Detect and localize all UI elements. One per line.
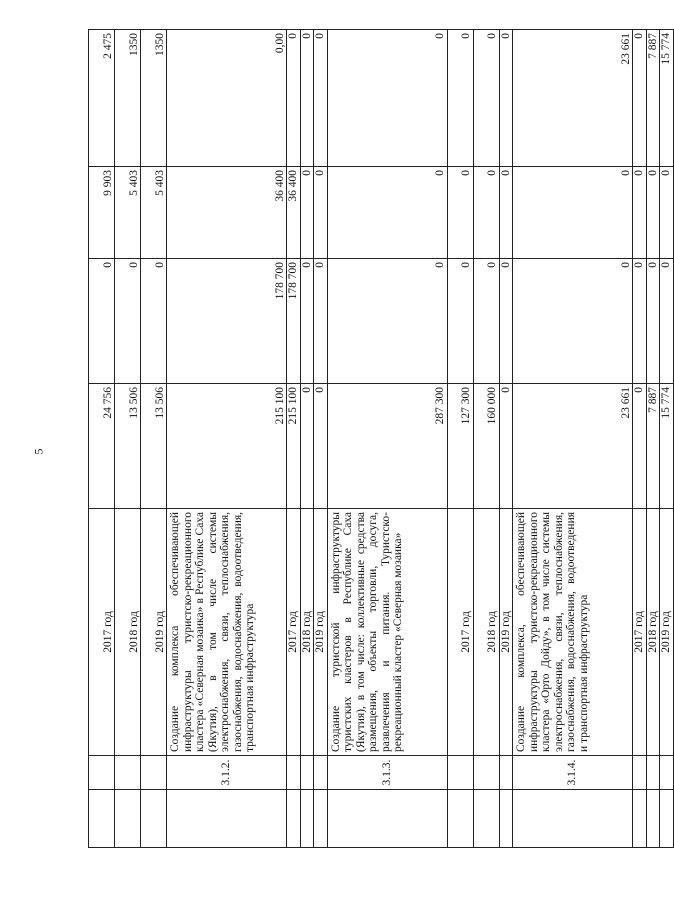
amount-cell: 7 887 xyxy=(646,29,660,166)
amount-cell: 1350 xyxy=(115,29,141,166)
amount-cell: 0 xyxy=(314,29,328,166)
amount-cell: 0 xyxy=(141,258,167,383)
blank-cell xyxy=(633,790,647,848)
amount-cell: 0 xyxy=(633,258,647,383)
amount-cell: 13 506 xyxy=(115,383,141,508)
amount-cell: 0 xyxy=(89,258,115,383)
amount-cell: 13 506 xyxy=(141,383,167,508)
activity-code xyxy=(633,756,647,790)
amount-cell: 0 xyxy=(327,166,447,258)
table-row-year xyxy=(287,29,301,847)
budget-table xyxy=(88,29,674,848)
amount-cell: 36 400 xyxy=(167,166,287,258)
amount-cell: 215 100 xyxy=(287,383,301,508)
amount-cell: 0 xyxy=(513,166,633,258)
year-label: 2018 год xyxy=(646,508,660,755)
amount-cell: 127 300 xyxy=(447,383,473,508)
activity-code xyxy=(499,756,513,790)
amount-cell: 0 xyxy=(646,258,660,383)
table-row-year xyxy=(473,29,499,847)
activity-description: Создание комплекса, обеспечивающей инфраструктуры туристско-рекреационного кластера «Орто Дойду», в том числе системы электроснабжения, связи, теплоснабжения, газоснабжения, водоснабжения, водоотведения и транспортная инфраструктура xyxy=(513,508,633,755)
activity-code: 3.1.3. xyxy=(327,756,447,790)
activity-code xyxy=(300,756,314,790)
blank-cell xyxy=(141,790,167,848)
amount-cell: 0 xyxy=(473,258,499,383)
amount-cell: 0 xyxy=(447,29,473,166)
table-row-year xyxy=(499,29,513,847)
blank-cell xyxy=(660,790,674,848)
activity-code xyxy=(141,756,167,790)
blank-cell xyxy=(473,790,499,848)
year-label: 2017 год xyxy=(89,508,115,755)
amount-cell: 0 xyxy=(633,29,647,166)
blank-cell xyxy=(300,790,314,848)
activity-code: 3.1.2. xyxy=(167,756,287,790)
activity-code xyxy=(660,756,674,790)
year-label: 2018 год xyxy=(115,508,141,755)
amount-cell: 178 700 xyxy=(167,258,287,383)
table-row-year xyxy=(646,29,660,847)
table-row-year xyxy=(300,29,314,847)
amount-cell: 160 000 xyxy=(473,383,499,508)
table-row-year xyxy=(633,29,647,847)
blank-cell xyxy=(167,790,287,848)
activity-code xyxy=(115,756,141,790)
amount-cell: 24 756 xyxy=(89,383,115,508)
year-label: 2018 год xyxy=(473,508,499,755)
amount-cell: 0 xyxy=(287,29,301,166)
table-row-year xyxy=(115,29,141,847)
activity-code xyxy=(287,756,301,790)
amount-cell: 0 xyxy=(300,258,314,383)
blank-cell xyxy=(447,790,473,848)
amount-cell: 0,00 xyxy=(167,29,287,166)
activity-description: Создание комплекса обеспечивающей инфраструктуры туристско-рекреационного кластера «Северная мозаика» в Республике Саха (Якутия), в том числе системы электроснабжения, связи, теплоснабжения, газоснабжения, водоснабжения, водоотведения, транспортная инфраструктура xyxy=(167,508,287,755)
budget-table-rotated xyxy=(88,30,672,848)
table-row-activity xyxy=(167,29,287,847)
amount-cell: 0 xyxy=(300,166,314,258)
amount-cell: 2 475 xyxy=(89,29,115,166)
blank-cell xyxy=(499,790,513,848)
amount-cell: 0 xyxy=(300,29,314,166)
activity-code xyxy=(473,756,499,790)
amount-cell: 9 903 xyxy=(89,166,115,258)
blank-cell xyxy=(115,790,141,848)
year-label: 2019 год xyxy=(141,508,167,755)
amount-cell: 0 xyxy=(300,383,314,508)
amount-cell: 0 xyxy=(473,29,499,166)
amount-cell: 7 887 xyxy=(646,383,660,508)
table-row-year xyxy=(89,29,115,847)
table-row-year xyxy=(141,29,167,847)
amount-cell: 0 xyxy=(447,166,473,258)
blank-cell xyxy=(89,790,115,848)
amount-cell: 5 403 xyxy=(141,166,167,258)
amount-cell: 23 661 xyxy=(513,29,633,166)
amount-cell: 1350 xyxy=(141,29,167,166)
amount-cell: 0 xyxy=(327,258,447,383)
blank-cell xyxy=(287,790,301,848)
year-label: 2018 год xyxy=(300,508,314,755)
activity-code xyxy=(646,756,660,790)
blank-cell xyxy=(327,790,447,848)
amount-cell: 0 xyxy=(447,258,473,383)
amount-cell: 0 xyxy=(314,383,328,508)
blank-cell xyxy=(513,790,633,848)
table-row-activity xyxy=(327,29,447,847)
table-row-year xyxy=(447,29,473,847)
blank-cell xyxy=(646,790,660,848)
amount-cell: 0 xyxy=(633,166,647,258)
table-row-year xyxy=(314,29,328,847)
table-row-activity xyxy=(513,29,633,847)
activity-code xyxy=(314,756,328,790)
amount-cell: 0 xyxy=(473,166,499,258)
amount-cell: 0 xyxy=(513,258,633,383)
year-label: 2019 год xyxy=(314,508,328,755)
amount-cell: 0 xyxy=(660,166,674,258)
amount-cell: 0 xyxy=(314,258,328,383)
amount-cell: 0 xyxy=(499,383,513,508)
amount-cell: 5 403 xyxy=(115,166,141,258)
amount-cell: 0 xyxy=(115,258,141,383)
amount-cell: 0 xyxy=(499,166,513,258)
blank-cell xyxy=(314,790,328,848)
activity-code xyxy=(89,756,115,790)
amount-cell: 23 661 xyxy=(513,383,633,508)
activity-description: Создание туристской инфраструктуры туристских кластеров в Республике Саха (Якутия), в том числе: коллективные средства размещения, объекты торговли, досуга, развлечения и питания. Туристско-рекреационный кластер «Северная мозаика» xyxy=(327,508,447,755)
amount-cell: 0 xyxy=(660,258,674,383)
amount-cell: 0 xyxy=(646,166,660,258)
amount-cell: 178 700 xyxy=(287,258,301,383)
amount-cell: 0 xyxy=(499,29,513,166)
amount-cell: 36 400 xyxy=(287,166,301,258)
year-label: 2019 год xyxy=(660,508,674,755)
amount-cell: 287 300 xyxy=(327,383,447,508)
activity-code: 3.1.4. xyxy=(513,756,633,790)
activity-code xyxy=(447,756,473,790)
amount-cell: 0 xyxy=(327,29,447,166)
page-number: 5 xyxy=(31,448,46,455)
year-label: 2017 год xyxy=(287,508,301,755)
amount-cell: 0 xyxy=(314,166,328,258)
amount-cell: 15 774 xyxy=(660,29,674,166)
year-label: 2019 год xyxy=(499,508,513,755)
amount-cell: 0 xyxy=(633,383,647,508)
amount-cell: 0 xyxy=(499,258,513,383)
amount-cell: 215 100 xyxy=(167,383,287,508)
amount-cell: 15 774 xyxy=(660,383,674,508)
year-label: 2017 год xyxy=(447,508,473,755)
year-label: 2017 год xyxy=(633,508,647,755)
table-row-year xyxy=(660,29,674,847)
